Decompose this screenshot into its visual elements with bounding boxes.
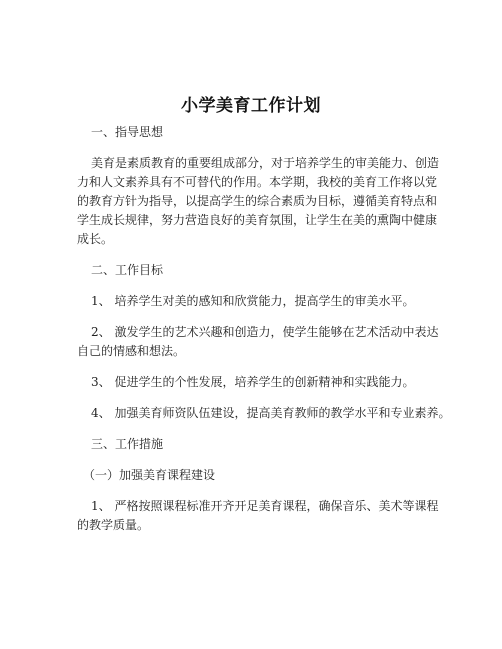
paragraph-line: 学生成长规律，努力营造良好的美育氛围，让学生在美的熏陶中健康	[77, 213, 438, 227]
list-item-measure-1: 1、 严格按照课程标准开齐开足美育课程，确保音乐、美术等课程	[91, 499, 439, 513]
section-heading-1: 一、指导思想	[91, 125, 164, 139]
subsection-heading: （一）加强美育课程建设	[83, 468, 216, 482]
list-item-3: 3、 促进学生的个性发展，培养学生的创新精神和实践能力。	[91, 375, 415, 389]
list-item-2: 2、 激发学生的艺术兴趣和创造力，使学生能够在艺术活动中表达	[91, 325, 439, 339]
paragraph-line: 的教育方针为指导，以提高学生的综合素质为目标，遵循美育特点和	[77, 194, 438, 208]
list-item-4: 4、 加强美育师资队伍建设，提高美育教师的教学水平和专业素养。	[91, 406, 451, 420]
list-item-1: 1、 培养学生对美的感知和欣赏能力，提高学生的审美水平。	[91, 294, 415, 308]
paragraph-line: 成长。	[77, 232, 114, 246]
paragraph-line: 美育是素质教育的重要组成部分，对于培养学生的审美能力、创造	[91, 156, 440, 170]
list-item-2-continuation: 自己的情感和想法。	[77, 344, 186, 358]
section-heading-2: 二、工作目标	[91, 263, 164, 277]
document-title: 小学美育工作计划	[181, 96, 321, 116]
paragraph-line: 力和人文素养具有不可替代的作用。本学期，我校的美育工作将以党	[77, 175, 438, 189]
list-item-measure-1-continuation: 的教学质量。	[77, 518, 150, 532]
section-heading-3: 三、工作措施	[91, 437, 164, 451]
